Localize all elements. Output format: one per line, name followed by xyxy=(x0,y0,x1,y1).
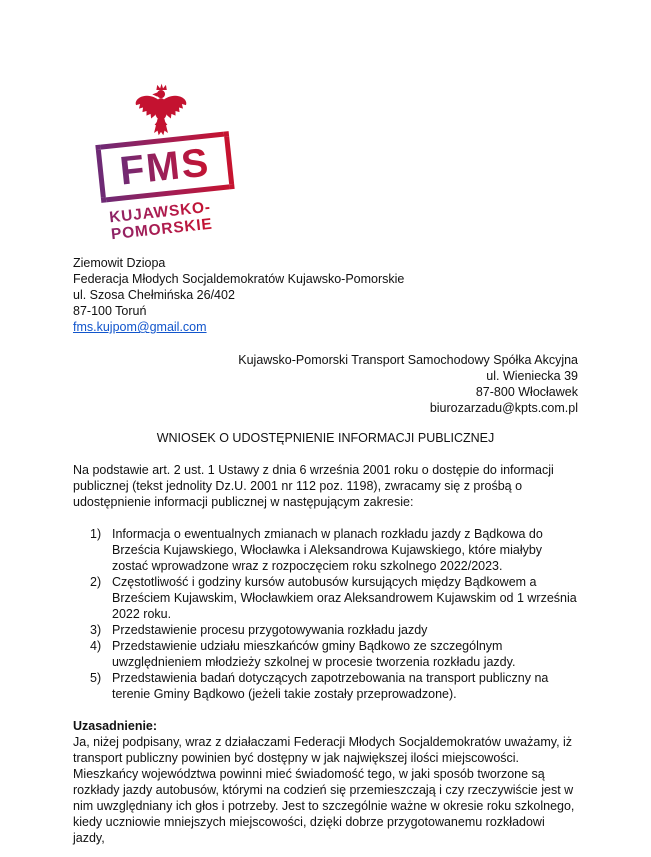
intro-paragraph: Na podstawie art. 2 ust. 1 Ustawy z dnia 6 września 2001 roku o dostępie do informacji publicznej (tekst jednolity Dz.U. 2001 nr 112 poz. 1198), zwracamy się z prośbą o udostępnienie informacji publicznej w następującym zakresie: xyxy=(73,463,554,509)
sender-street: ul. Szosa Chełmińska 26/402 xyxy=(73,288,235,302)
sender-address-block xyxy=(73,255,578,335)
sender-email-link[interactable]: fms.kujpom@gmail.com xyxy=(73,320,207,334)
request-text: Informacja o ewentualnych zmianach w planach rozkładu jazdy z Bądkowa do Brześcia Kujawskiego, Włocławka i Aleksandrowa Kujawskiego, które miałyby zostać wprowadzone wraz z rozpoczęciem roku szkolnego 2022/2023. xyxy=(112,527,543,573)
sender-name: Ziemowit Dziopa xyxy=(73,256,166,270)
request-item xyxy=(90,526,578,574)
recipient-street: ul. Wieniecka 39 xyxy=(486,369,578,383)
sender-organization: Federacja Młodych Socjaldemokratów Kujawsko-Pomorskie xyxy=(73,272,405,286)
logo-region-line2: POMORSKIE xyxy=(110,215,214,244)
request-text: Częstotliwość i godziny kursów autobusów kursujących między Bądkowem a Brześciem Kujawskim, Włocławkiem oraz Aleksandrowem Kujawskim od 1 września 2022 roku. xyxy=(112,575,577,621)
justification-paragraph: Ja, niżej podpisany, wraz z działaczami Federacji Młodych Socjaldemokratów uważamy, iż transport publiczny powinien być dostępny w jak największej ilości miejscowości. Mieszkańcy województwa powinni mieć świadomość tego, w jaki sposób tworzone są rozkłady jazdy autobusów, którymi na codzień się przemieszczają i czy rzeczywiście jest w nim uwzględniany ich głos i potrzeby. Jest to szczególnie ważne w okresie roku szkolnego, kiedy uczniowie mniejszych miejscowości, dzięki dobrze przygotowanemu rozkładowi jazdy, xyxy=(73,735,575,845)
request-item xyxy=(90,622,578,638)
logo-region-name xyxy=(109,199,214,243)
request-number: 5) xyxy=(90,671,102,685)
fms-logo xyxy=(96,82,246,247)
request-item xyxy=(90,638,578,670)
request-item xyxy=(90,670,578,702)
recipient-postal-city: 87-800 Włocławek xyxy=(475,385,578,399)
request-list xyxy=(90,526,578,702)
logo-acronym: FMS xyxy=(117,140,213,194)
sender-postal-city: 87-100 Toruń xyxy=(73,304,147,318)
justification-heading: Uzasadnienie: xyxy=(73,719,158,733)
recipient-company: Kujawsko-Pomorski Transport Samochodowy Spółka Akcyjna xyxy=(238,353,578,367)
request-text: Przedstawienie procesu przygotowywania rozkładu jazdy xyxy=(112,623,428,637)
recipient-address-block xyxy=(73,352,578,416)
logo-region-line1: KUJAWSKO- xyxy=(108,198,212,227)
document-title: WNIOSEK O UDOSTĘPNIENIE INFORMACJI PUBLICZNEJ xyxy=(156,431,495,445)
request-number: 1) xyxy=(90,527,102,541)
request-number: 4) xyxy=(90,639,102,653)
request-item xyxy=(90,574,578,622)
logo-frame xyxy=(95,131,234,203)
request-number: 3) xyxy=(90,623,102,637)
recipient-email: biurozarzadu@kpts.com.pl xyxy=(429,401,578,415)
request-text: Przedstawienie udziału mieszkańców gminy Bądkowo ze szczególnym uwzględnieniem młodzieży szkolnej w procesie tworzenia rozkładu jazdy. xyxy=(112,639,516,669)
request-number: 2) xyxy=(90,575,102,589)
request-text: Przedstawienia badań dotyczących zapotrzebowania na transport publiczny na terenie Gminy Bądkowo (jeżeli takie zostały przeprowadzone). xyxy=(112,671,549,701)
